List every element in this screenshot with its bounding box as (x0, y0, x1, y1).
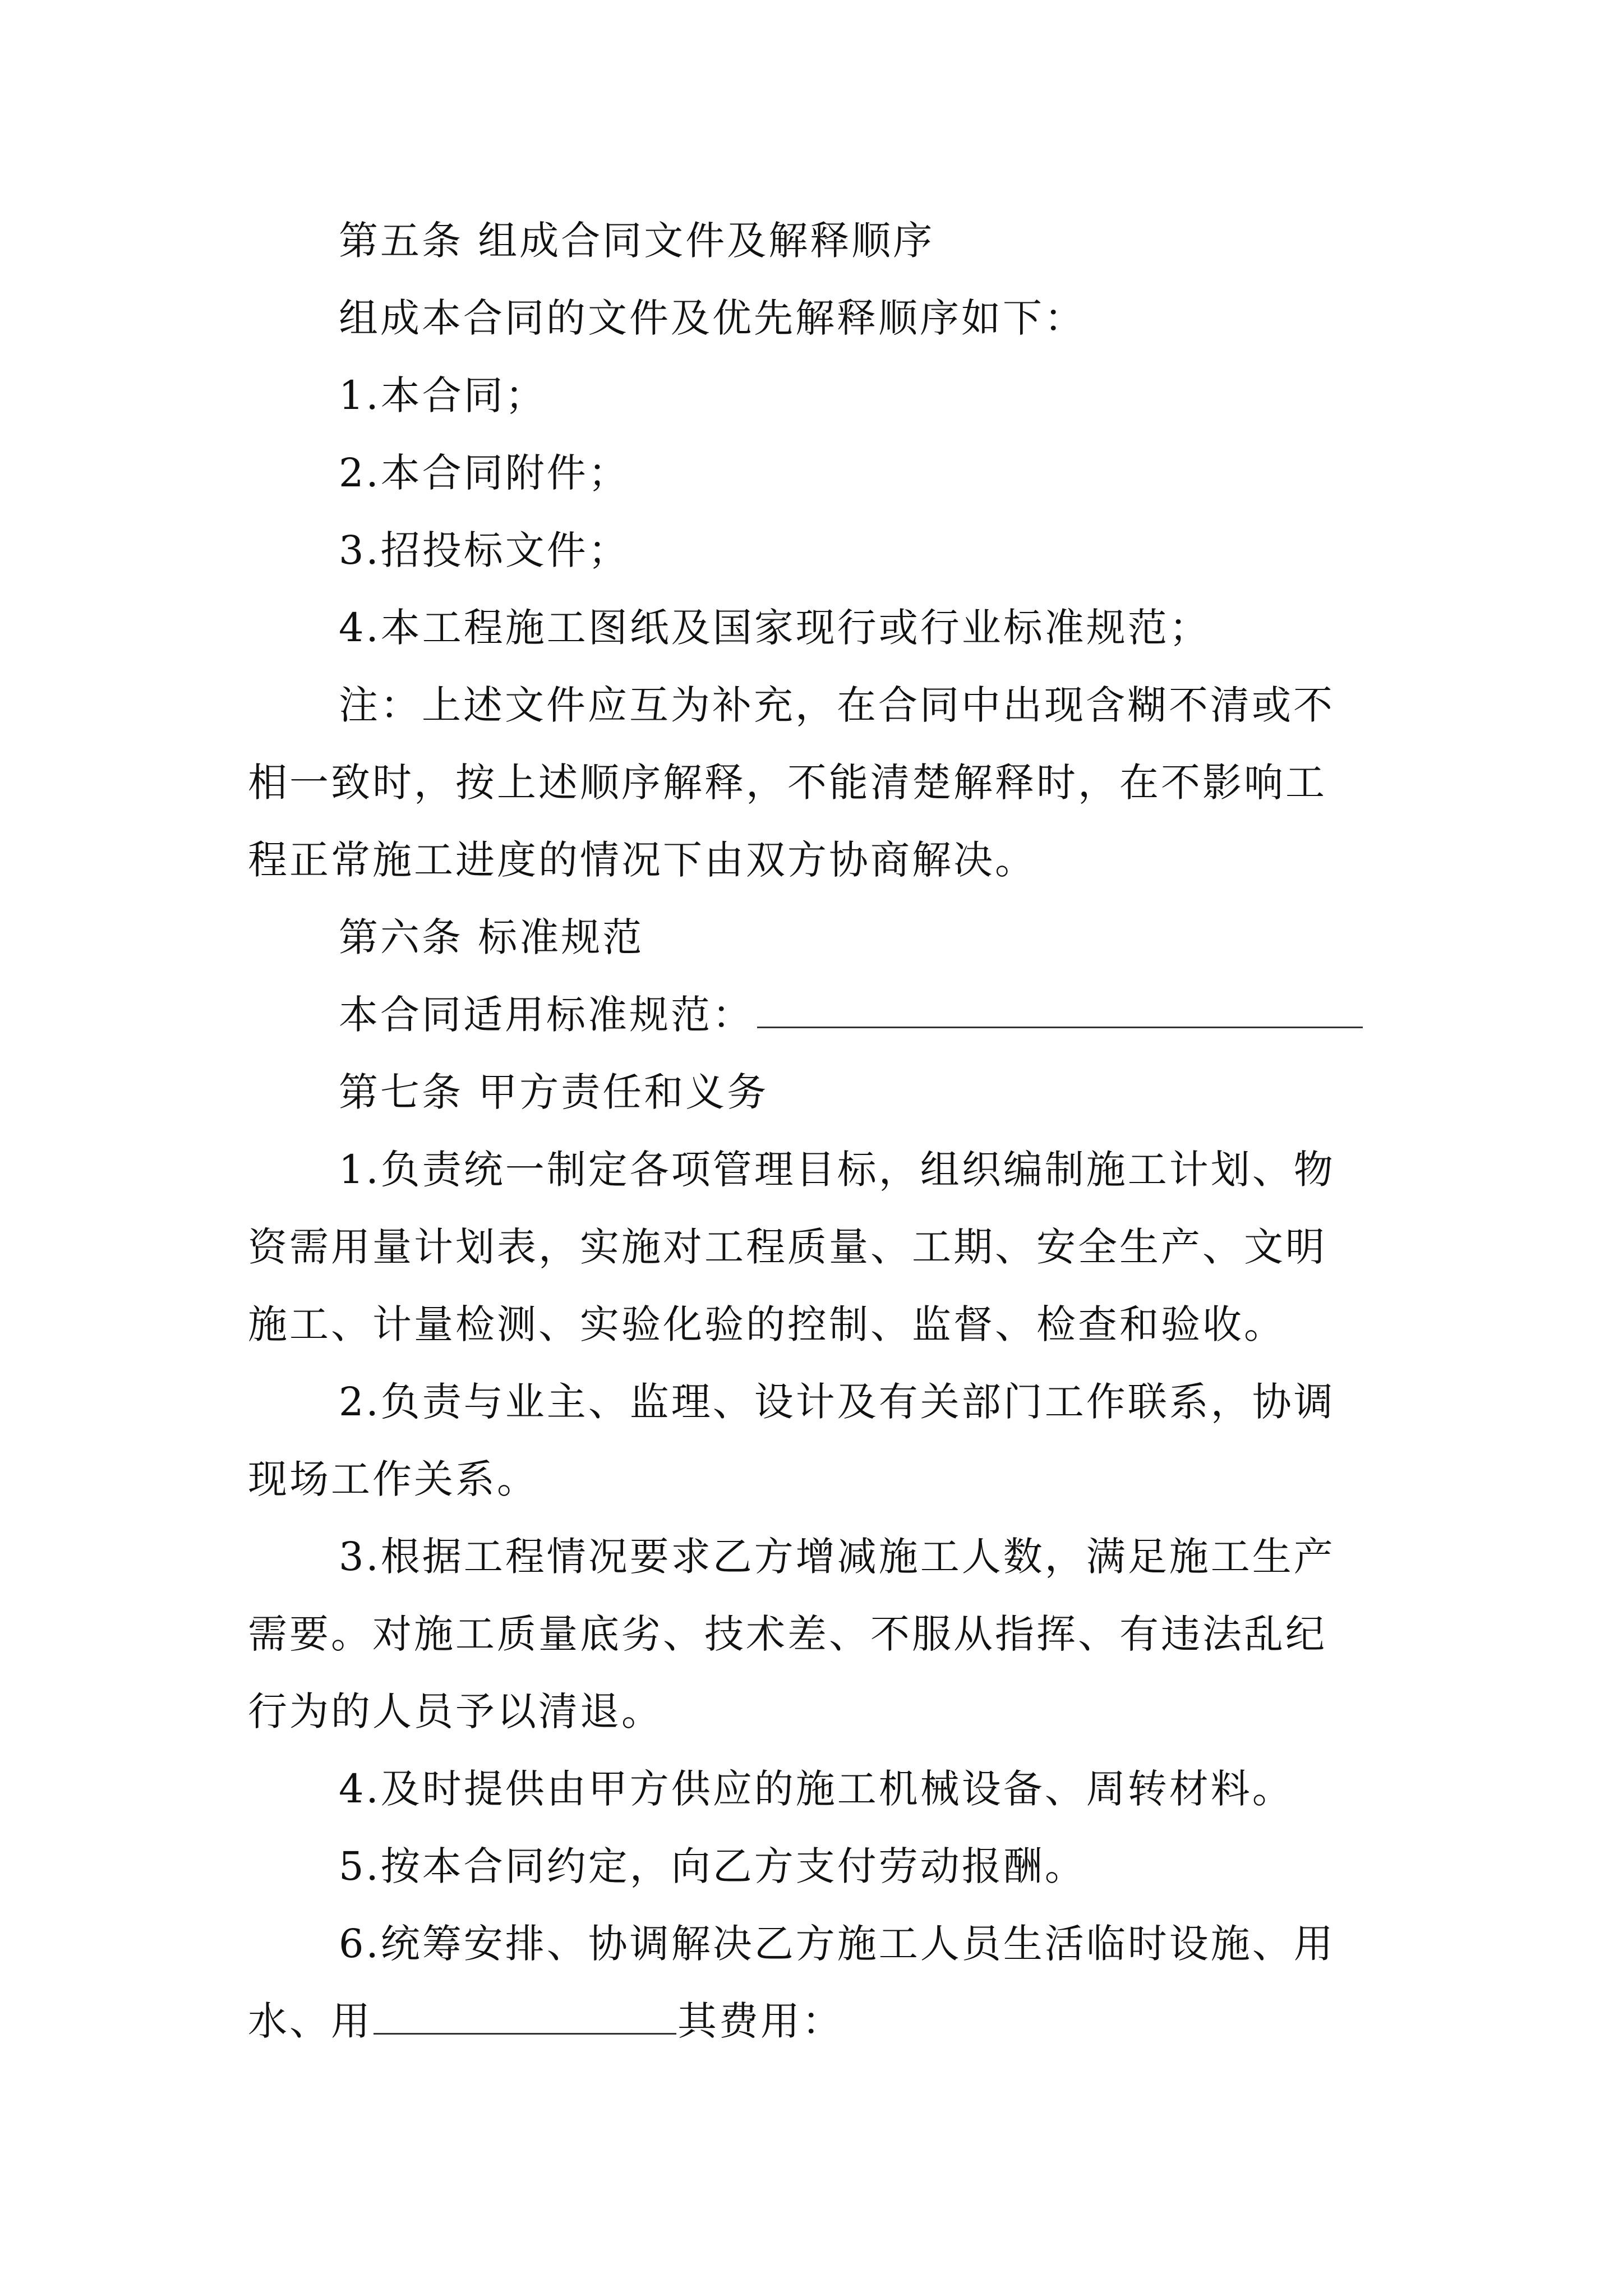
list-item-text: 其费用： (677, 1998, 843, 2044)
list-item-continuation (248, 1441, 1386, 1518)
list-item (248, 1828, 1386, 1905)
note-text: 相一致时，按上述顺序解释，不能清楚解释时，在不影响工 (248, 760, 1327, 806)
list-item-text: 3.根据工程情况要求乙方增减施工人数，满足施工生产 (339, 1534, 1335, 1580)
contract-body (248, 202, 1386, 2060)
note-text: 程正常施工进度的情况下由双方协商解决。 (248, 837, 1036, 883)
note-line (248, 744, 1386, 821)
note-text: 注：上述文件应互为补充，在合同中出现含糊不清或不 (339, 682, 1335, 728)
list-item (248, 1363, 1386, 1441)
list-item (248, 1518, 1386, 1595)
list-item-continuation (248, 1673, 1386, 1750)
list-item-text: 资需用量计划表，实施对工程质量、工期、安全生产、文明 (248, 1224, 1327, 1270)
list-item (248, 1131, 1386, 1208)
list-item-text: 水、用 (248, 1998, 372, 2044)
list-item (248, 512, 1386, 589)
list-item (248, 1905, 1386, 1982)
list-item (248, 589, 1386, 666)
list-item-text: 1.本合同； (339, 372, 547, 418)
standards-label: 本合同适用标准规范： (339, 992, 754, 1038)
list-item-text: 5.按本合同约定，向乙方支付劳动报酬。 (339, 1843, 1086, 1889)
list-item-text: 1.负责统一制定各项管理目标，组织编制施工计划、物 (339, 1147, 1335, 1193)
list-item-text: 行为的人员予以清退。 (248, 1688, 663, 1734)
heading-text: 第六条 标准规范 (339, 914, 644, 960)
article-7-heading (248, 1053, 1386, 1131)
list-item (248, 434, 1386, 512)
list-item-text: 需要。对施工质量底劣、技术差、不服从指挥、有违法乱纪 (248, 1611, 1327, 1657)
note-line (248, 821, 1386, 899)
list-item-continuation (248, 1982, 1386, 2060)
standards-line (248, 976, 1386, 1053)
list-item-text: 现场工作关系。 (248, 1456, 538, 1502)
article-5-heading (248, 202, 1386, 279)
list-item (248, 1750, 1386, 1828)
list-item-text: 4.及时提供由甲方供应的施工机械设备、周转材料。 (339, 1766, 1294, 1812)
heading-text: 第七条 甲方责任和义务 (339, 1069, 769, 1115)
utility-fill-in-blank[interactable] (374, 2000, 676, 2035)
list-item-text: 3.招投标文件； (339, 527, 630, 573)
paragraph-line (248, 279, 1386, 357)
list-item-text: 6.统筹安排、协调解决乙方施工人员生活临时设施、用 (339, 1921, 1335, 1967)
paragraph-text: 组成本合同的文件及优先解释顺序如下： (339, 295, 1086, 341)
note-line (248, 666, 1386, 744)
article-6-heading (248, 899, 1386, 976)
list-item-continuation (248, 1286, 1386, 1363)
heading-text: 第五条 组成合同文件及解释顺序 (339, 218, 935, 264)
list-item-text: 2.本合同附件； (339, 450, 630, 496)
list-item-continuation (248, 1595, 1386, 1673)
list-item-text: 4.本工程施工图纸及国家现行或行业标准规范； (339, 605, 1211, 651)
list-item-text: 施工、计量检测、实验化验的控制、监督、检查和验收。 (248, 1301, 1285, 1347)
list-item-text: 2.负责与业主、监理、设计及有关部门工作联系，协调 (339, 1379, 1335, 1425)
list-item (248, 357, 1386, 434)
standards-fill-in-blank[interactable] (757, 994, 1363, 1028)
list-item-continuation (248, 1208, 1386, 1286)
